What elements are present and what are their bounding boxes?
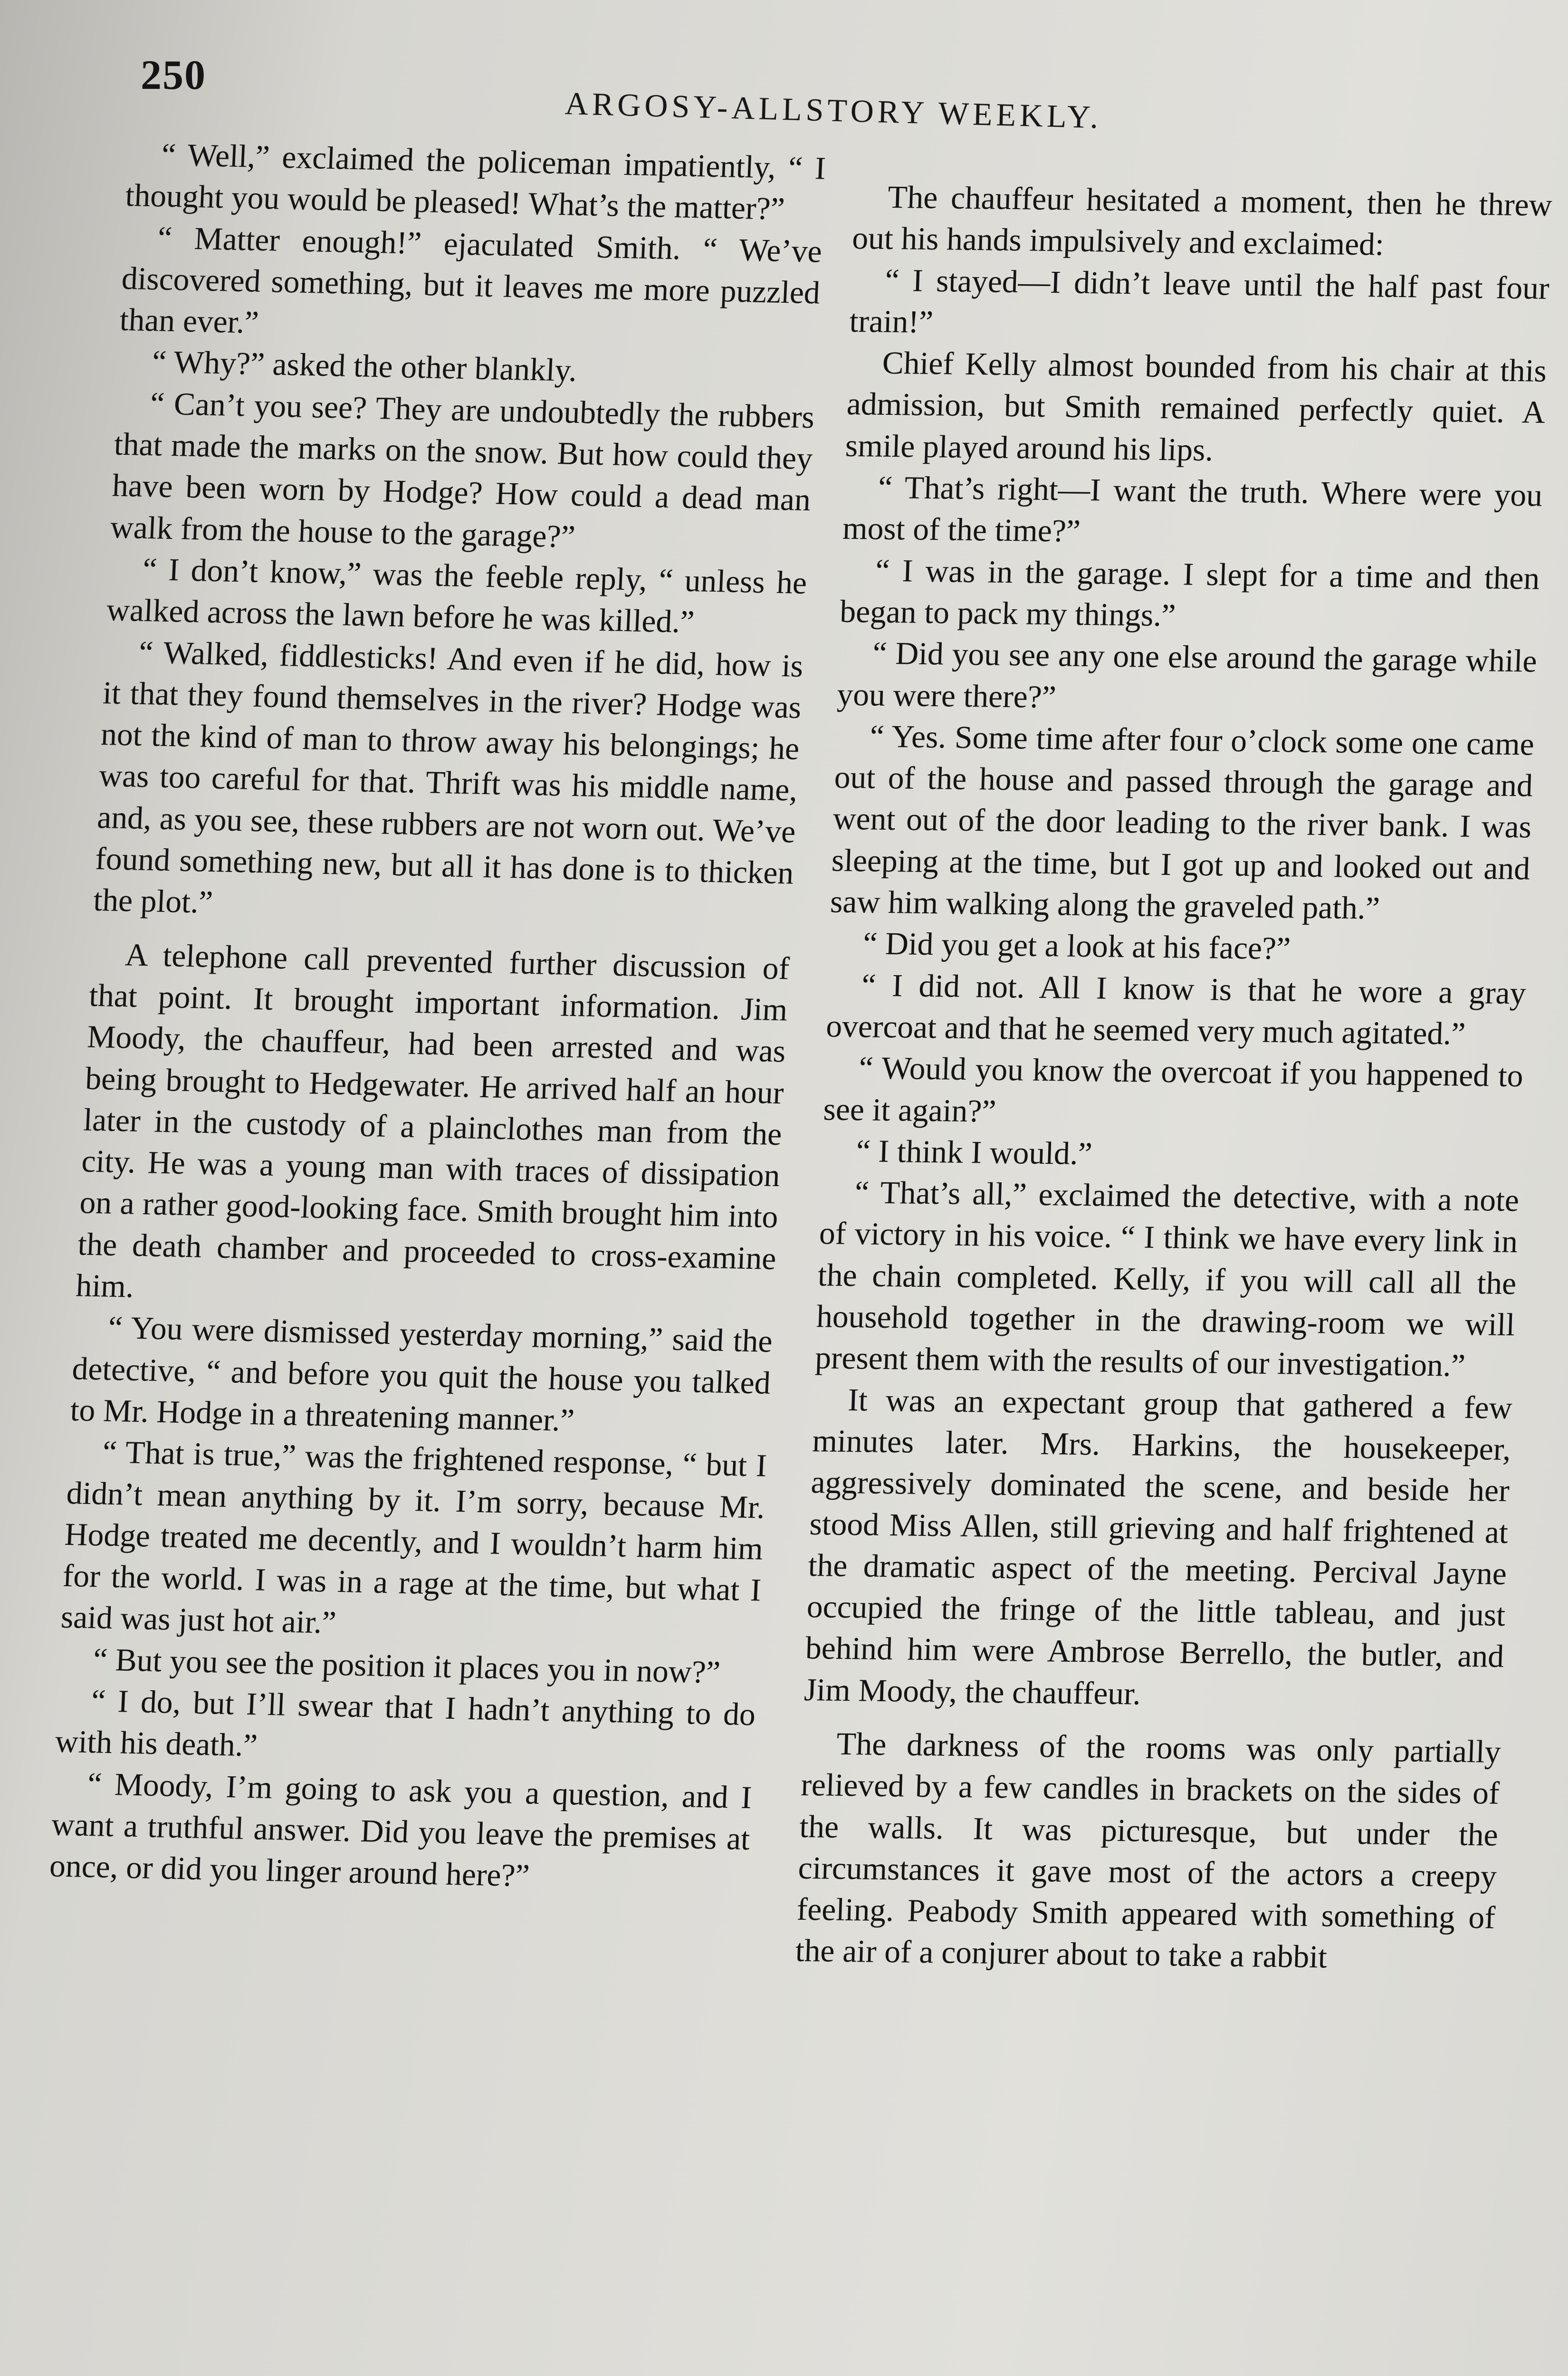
- right-column: [795, 176, 1553, 1980]
- paragraph: “ That’s right—I want the truth. Where were you most of the time?”: [842, 469, 1543, 549]
- paragraph: The darkness of the rooms was only partially relieved by a few candles in brackets on the sides of the walls. It was picturesque, but under the circumstances it gave most of the actors a creepy feeling. Peabody Smith appeared with something of the air of a conjurer about to take a rabbit: [794, 1725, 1501, 1975]
- paragraph: “ That’s all,” exclaimed the detective, with a note of victory in his voice. “ I think we have every link in the chain completed. Kelly, if you will call all the household together in the drawing-room we will present them with the results of our investigation.”: [814, 1174, 1520, 1384]
- paragraph: “ I did not. All I know is that he wore a gray overcoat and that he seemed very much agitated.”: [825, 967, 1527, 1052]
- paragraph: “ Well,” exclaimed the policeman impatiently, “ I thought you would be pleased! What’s the matter?”: [124, 136, 827, 227]
- paragraph: “ Did you see any one else around the garage while you were there?”: [836, 635, 1538, 715]
- paragraph: It was an expectant group that gathered a few minutes later. Mrs. Harkins, the housekeeper, aggressively dominated the scene, and beside her stood Miss Allen, still grieving and half frightened at the dramatic aspect of the meeting. Percival Jayne occupied the fringe of the little tableau, and just behind him were Ambrose Berrello, the butler, and Jim Moody, the chauffeur.: [803, 1381, 1513, 1712]
- paragraph: “ I do, but I’ll swear that I hadn’t anything to do with his death.”: [54, 1683, 756, 1763]
- paragraph: “ I don’t know,” was the feeble reply, “ unless he walked across the lawn before he was killed.”: [105, 551, 808, 640]
- left-column: [48, 133, 826, 1901]
- paragraph: “ You were dismissed yesterday morning,” said the detective, “ and before you quit the house you talked to Mr. Hodge in a threatening manner.”: [69, 1310, 774, 1438]
- running-head: ARGOSY-ALLSTORY WEEKLY.: [564, 85, 1103, 135]
- paragraph: “ Moody, I’m going to ask you a question, and I want a truthful answer. Did you leave the premises at once, or did you linger around here?”: [48, 1765, 753, 1894]
- paragraph: “ Why?” asked the other blankly.: [151, 344, 578, 389]
- paragraph: “ Matter enough!” ejaculated Smith. “ We’ve discovered something, but it leaves me more puzzled than ever.”: [119, 219, 823, 340]
- paragraph: “ But you see the position it places you in now?”: [92, 1641, 721, 1690]
- paragraph: “ I stayed—I didn’t leave until the half past four train!”: [849, 262, 1550, 340]
- paragraph: “ I was in the garage. I slept for a time and then began to pack my things.”: [839, 552, 1540, 633]
- paragraph: Chief Kelly almost bounded from his chair at this admission, but Smith remained perfectly quiet. A smile played around his lips.: [844, 345, 1548, 468]
- paragraph: “ Yes. Some time after four o’clock some one came out of the house and passed through the garage and went out of the door leading to the river bank. I was sleeping at the time, but I got up and looked out and saw him walking along the graveled path.”: [830, 718, 1535, 926]
- paragraph: “ That is true,” was the frightened response, “ but I didn’t mean anything by it. I’m sorry, because Mr. Hodge treated me decently, and I wouldn’t harm him for the world. I was in a rage at the time, but what I said was just hot air.”: [60, 1434, 768, 1641]
- paragraph: “ Can’t you see? They are undoubtedly the rubbers that made the marks on the snow. But how could they have been worn by Hodge? How could a dead man walk from the house to the garage?”: [109, 385, 815, 555]
- paragraph: The chauffeur hesitated a moment, then he threw out his hands impulsively and exclaimed:: [851, 179, 1553, 262]
- page-number: 250: [141, 52, 206, 98]
- paragraph: “ Walked, fiddlesticks! And even if he did, how is it that they found themselves in the river? Hodge was not the kind of man to throw away his belongings; he was too careful for that. Thrift was his middle name, and, as you see, these rubbers are not worn out. We’ve found something new, but all it has done is to thicken the plot.”: [93, 634, 804, 920]
- paragraph: “ Did you get a look at his face?”: [862, 925, 1291, 967]
- paragraph: “ I think I would.”: [855, 1133, 1093, 1172]
- paragraph: A telephone call prevented further discussion of that point. It brought important information. Jim Moody, the chauffeur, had been arrested and was being brought to Hedgewater. He arrived half an hour later in the custody of a plainclothes man from the city. He was a young man with traces of dissipation on a rather good-looking face. Smith brought him into the death chamber and proceeded to cross-examine him.: [75, 936, 790, 1304]
- paragraph: “ Would you know the overcoat if you happened to see it again?”: [822, 1050, 1524, 1129]
